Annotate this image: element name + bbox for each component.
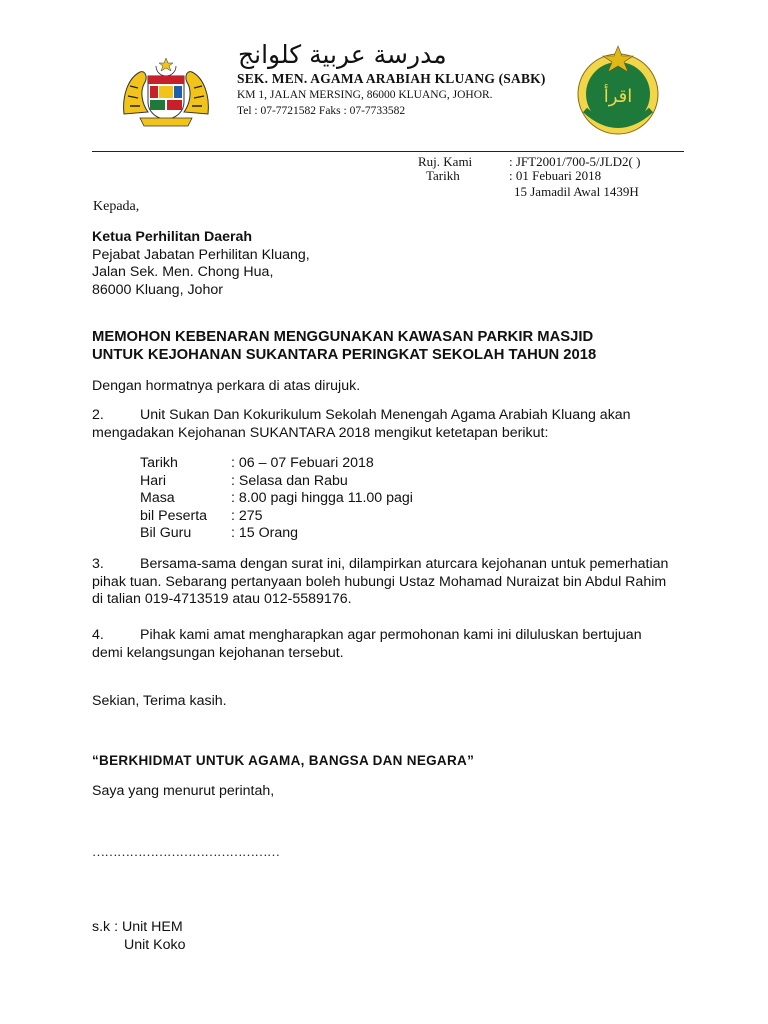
paragraph-3-number: 3. bbox=[92, 556, 104, 572]
coat-of-arms-icon bbox=[118, 56, 214, 128]
detail-value-hari: : Selasa dan Rabu bbox=[231, 473, 348, 489]
school-name: SEK. MEN. AGAMA ARABIAH KLUANG (SABK) bbox=[237, 71, 546, 86]
detail-label-hari: Hari bbox=[140, 473, 167, 489]
letterhead-divider bbox=[92, 151, 684, 152]
recipient-title: Ketua Perhilitan Daerah bbox=[92, 229, 253, 245]
paragraph-2 bbox=[92, 407, 692, 442]
paragraph-4-number: 4. bbox=[92, 627, 104, 643]
school-phone: Tel : 07-7721582 Faks : 07-7733582 bbox=[237, 105, 406, 117]
sign-off: Saya yang menurut perintah, bbox=[92, 783, 275, 799]
subject-line1: MEMOHON KEBENARAN MENGGUNAKAN KAWASAN PARKIR MASJID bbox=[92, 329, 594, 345]
crest-text: اقرأ bbox=[603, 86, 633, 107]
recipient-line1: Pejabat Jabatan Perhilitan Kluang, bbox=[92, 247, 310, 263]
closing: Sekian, Terima kasih. bbox=[92, 693, 227, 709]
detail-label-peserta: bil Peserta bbox=[140, 508, 208, 524]
recipient-line2: Jalan Sek. Men. Chong Hua, bbox=[92, 264, 274, 280]
paragraph-4-line2: demi kelangsungan kejohanan tersebut. bbox=[92, 644, 344, 661]
recipient-line3: 86000 Kluang, Johor bbox=[92, 282, 223, 298]
detail-label-masa: Masa bbox=[140, 490, 175, 506]
subject-line2: UNTUK KEJOHANAN SUKANTARA PERINGKAT SEKOLAH TAHUN 2018 bbox=[92, 347, 597, 363]
signature-line: ……………………………………… bbox=[92, 844, 280, 859]
tarikh-label: Tarikh bbox=[426, 168, 460, 183]
school-crest-icon bbox=[571, 44, 665, 138]
paragraph-3-line2: pihak tuan. Sebarang pertanyaan boleh hubungi Ustaz Mohamad Nuraizat bin Abdul Rahim bbox=[92, 573, 667, 590]
paragraph-3 bbox=[92, 556, 692, 609]
cc-second: Unit Koko bbox=[124, 937, 186, 953]
detail-value-guru: : 15 Orang bbox=[231, 525, 299, 541]
cc-label: s.k : Unit HEM bbox=[92, 919, 183, 935]
paragraph-4 bbox=[92, 627, 692, 662]
detail-value-tarikh: : 06 – 07 Febuari 2018 bbox=[231, 455, 374, 471]
ruj-label: Ruj. Kami bbox=[418, 154, 473, 169]
salutation: Kepada, bbox=[93, 199, 140, 214]
school-arabic-name: مدرسة عربية كلوانج bbox=[238, 40, 447, 69]
paragraph-4-line1: Pihak kami amat mengharapkan agar permohonan kami ini diluluskan bertujuan bbox=[140, 627, 642, 643]
detail-label-guru: Bil Guru bbox=[140, 525, 192, 541]
detail-value-masa: : 8.00 pagi hingga 11.00 pagi bbox=[231, 490, 413, 506]
motto: “BERKHIDMAT UNTUK AGAMA, BANGSA DAN NEGARA” bbox=[92, 753, 475, 768]
detail-label-tarikh: Tarikh bbox=[140, 455, 178, 471]
school-address: KM 1, JALAN MERSING, 86000 KLUANG, JOHOR. bbox=[237, 89, 493, 101]
intro-paragraph: Dengan hormatnya perkara di atas dirujuk. bbox=[92, 378, 361, 394]
tarikh-value: : 01 Febuari 2018 bbox=[509, 168, 602, 183]
paragraph-3-line1: Bersama-sama dengan surat ini, dilampirkan aturcara kejohanan untuk pemerhatian bbox=[140, 556, 669, 572]
paragraph-2-line2: mengadakan Kejohanan SUKANTARA 2018 mengikut ketetapan berikut: bbox=[92, 424, 549, 441]
hijri-date: 15 Jamadil Awal 1439H bbox=[514, 184, 639, 199]
paragraph-2-line1: Unit Sukan Dan Kokurikulum Sekolah Menengah Agama Arabiah Kluang akan bbox=[140, 407, 631, 423]
detail-value-peserta: : 275 bbox=[231, 508, 263, 524]
paragraph-3-line3: di talian 019-4713519 atau 012-5589176. bbox=[92, 591, 352, 607]
ruj-value: : JFT2001/700-5/JLD2( ) bbox=[509, 154, 641, 169]
paragraph-2-number: 2. bbox=[92, 407, 104, 423]
